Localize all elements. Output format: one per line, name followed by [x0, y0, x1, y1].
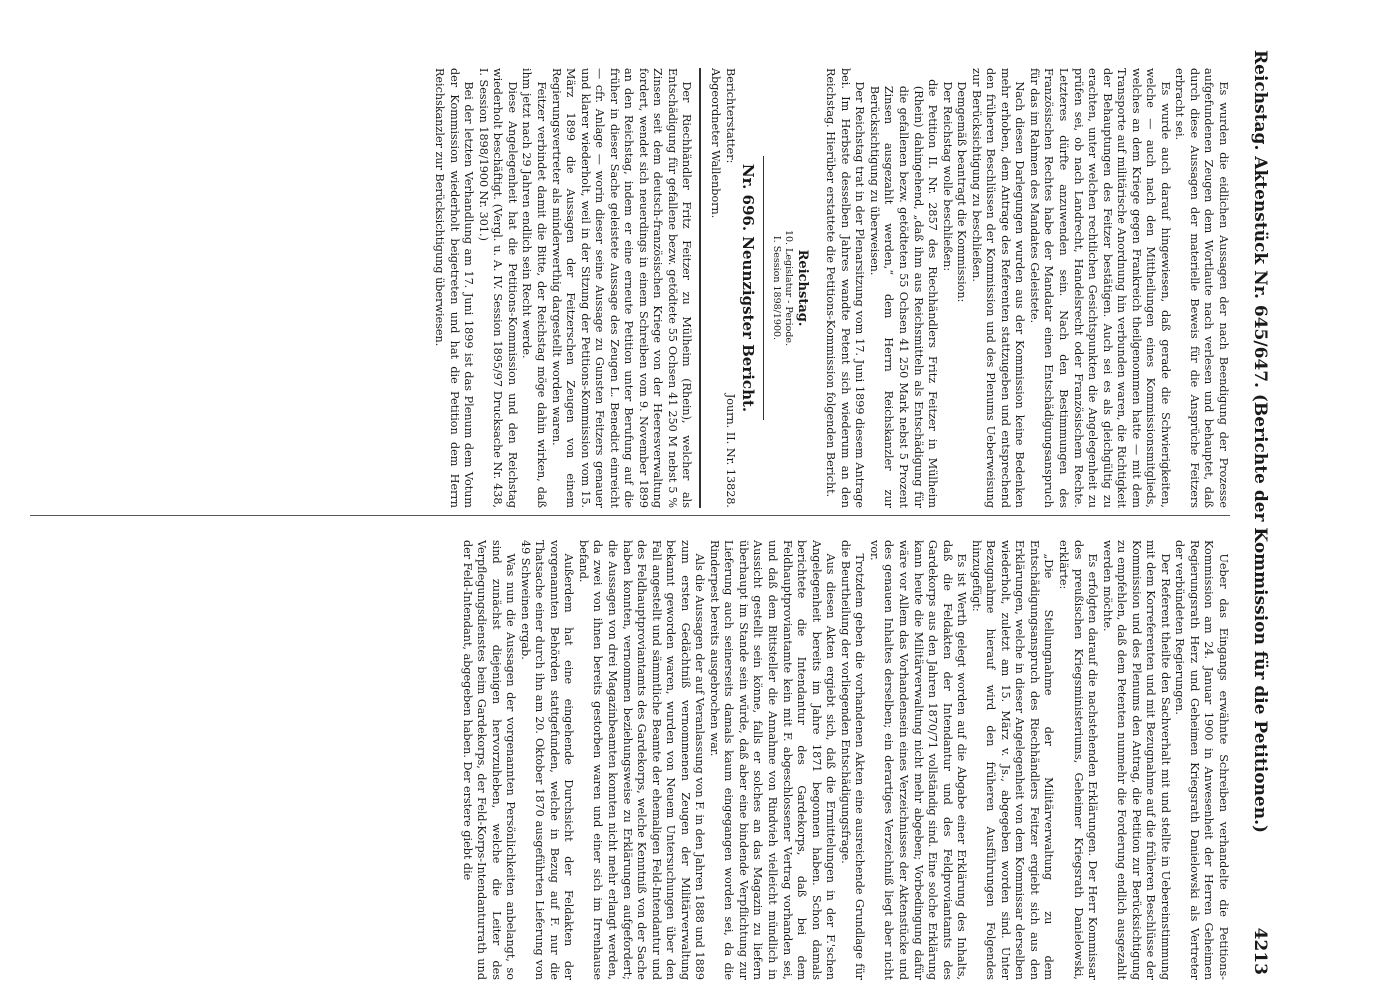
reporter-name: Abgeordneter Wallenborn.: [709, 68, 723, 219]
paragraph: Außerdem hat eine eingehende Durchsicht der Feldakten der vorgenannten Behörden stattgefunden, welche in Bezug auf F. nur die Thatsache einer durch ihn am 20. Oktober 1870 ausgeführten Lieferung von 49 Schweinen ergab.: [518, 540, 576, 980]
paragraph: Es wurden die eidlichen Aussagen der nach Beendigung der Prozesse aufgefundenen Zeugen dem Wortlaute nach verlesen und behauptet, daß durch diese Aussagen der materielle Beweis für die Ansprüche Feitzers erbracht sei.: [1173, 68, 1230, 508]
page-number: 4213: [1250, 927, 1270, 975]
reichstag-heading: Reichstag.: [794, 249, 810, 327]
paragraph: Der Reichstag trat in der Plenarsitzung vom 17. Juni 1899 diesem Antrage bei. Im Herbste desselben Jahres wandte Petent sich wiederum an den Reichstag. Hierüber erstattete die Petitions-Kommission folgenden Bericht.: [824, 68, 867, 508]
left-column: [20, 68, 1230, 508]
paragraph: Feitzer verbindet damit die Bitte, der Reichstag möge dahin wirken, daß ihm jetzt nach 29 Jahren endlich sein Recht werde.: [520, 68, 549, 508]
paragraph: Was nun die Aussagen der vorgenannten Persönlichkeiten anbelangt, so sind zunächst diejenigen hervorzuheben, welche die Leiter des Verpflegungsdienstes beim Gardekorps, der Feld-Korps-Intendanturrath und der Feld-Intendant, abgegeben haben. Der erstere giebt die: [460, 540, 518, 980]
paragraph: Nach diesen Darlegungen wurden aus der Kommission keine Bedenken mehr erhoben, dem Antrage des Referenten stattzugeben und entsprechend den früheren Beschlüssen der Kommission und des Plenums Ueberweisung zur Berücksichtigung zu beschließen.: [969, 68, 1027, 508]
paragraph: „Die Stellungnahme der Militärverwaltung zu dem Entschädigungsanspruch des Riechhändlers Feitzer ergiebt sich aus den Erklärungen, welche in dieser Angelegenheit von dem Kommissar derselben wiederholt, zuletzt am 15. März v. Js., abgegeben worden sind. Unter Bezugnahme hierauf wird den früheren Ausführungen Folgendes hinzugefügt:: [969, 540, 1056, 980]
column-separator: [30, 515, 1230, 516]
paragraph: Der Riechhändler Fritz Feitzer zu Mülheim (Rhein), welcher als Entschädigung für gefallene bezw. getödtete 55 Ochsen 41 250 M nebst 5 % Zinsen seit dem deutsch-französischen Kriege von der Heeresverwaltung fordert, wendet sich neuerdings in einem Schreiben vom 9. November 1899 an den Reichstag, indem er eine erneute Petition unter Berufung auf die früher in dieser Sache geleistete Aussage des Zeugen L. Benedict einreicht — cfr. Anlage — worin dieser seine Aussage zu Gunsten Feitzers genauer und klarer wiederholt, weil in der Sitzung der Petitions-Kommission vom 15. März 1899 die Aussagen der Feitzerschen Zeugen von einem Regierungsvertreter als minderwerthig dargestellt worden waren.: [549, 68, 694, 508]
paragraph: Als die Aussagen der auf Veranlassung von F. in den Jahren 1888 und 1889 zum ersten Gedächtniß vernommenen Zeugen der Militärverwaltung bekannt geworden waren, wurden von Neuem Untersuchungen über den Fall angestellt und sämmtliche Beamte der ehemaligen Feld-Intendantur und des Feldhauptproviantamts des Gardekorps, welche Kenntniß von der Sache haben konnten, vernommen beziehungsweise zu Erklärungen aufgefordert; die Aussagen von drei Magazinbeamten konnten nicht mehr erlangt werden, da zwei von ihnen bereits gestorben waren und einer sich im Irrenhause befand.: [576, 540, 707, 980]
divider: [700, 68, 702, 508]
paragraph: Ueber das Eingangs erwähnte Schreiben verhandelte die Petitions-Kommission am 24. Januar 1900 in Anwesenheit der Herren Geheimen Regierungsrath Herz und Geheimen Kriegsrath Danielowski als Vertreter der verbündeten Regierungen.: [1173, 540, 1230, 980]
page-header: [1242, 50, 1270, 975]
header-title: Reichstag. Aktenstück Nr. 645/647. (Berichte der Kommission für die Petitionen.): [1250, 50, 1270, 834]
journal-number: Journ. II. Nr. 13828.: [723, 393, 737, 508]
paragraph: Der Referent theilte den Sachverhalt mit und stellte in Uebereinstimmung mit dem Korreferenten und mit Bezugnahme auf die früheren Beschlüsse der Kommission und des Plenums den Antrag, die Petition zur Berücksichtigung zu empfehlen, daß dem Petenten nunmehr die Forderung endlich ausgezahlt werden möchte.: [1100, 540, 1172, 980]
reporter-label: Berichterstatter:: [723, 68, 737, 164]
paragraph: Es wurde auch darauf hingewiesen, daß gerade die Schwierigkeiten, welche — auch nach den Mittheilungen eines Kommissionsmitglieds, welches an dem Kriege gegen Frankreich theilgenommen hatte — mit dem Transporte auf militärische Anordnung hin verbunden waren, die Richtigkeit der Behauptungen des Feitzer bestätigen. Auch sei es als gleichgültig zu erachten, unter welchen rechtlichen Gesichtspunkten die Angelegenheit zu prüfen sei, ob nach Landrecht, Handelsrecht oder Französischem Rechte. Letzteres dürfte anzuwenden sein. Nach den Bestimmungen des Französischen Rechtes habe der Mandatar einen Entschädigungsanspruch für das im Rahmen des Mandates Geleistete.: [1027, 68, 1172, 508]
legislature-period: 10. Legislatur - Periode.: [783, 229, 795, 347]
paragraph: Es ist Werth gelegt worden auf die Abgabe einer Erklärung des Inhalts, daß die Feldakten der Intendantur und des Feldproviantamts des Gardekorps aus den Jahren 1870/71 vollständig sind. Eine solche Erklärung kann heute die Militärverwaltung nicht mehr abgeben; Vorbedingung dafür wäre vor Allem das Vorhandensein eines Verzeichnisses der Aktenstücke und des genauen Inhaltes derselben; ein derartiges Verzeichniß liegt aber nicht vor.: [867, 540, 969, 980]
paragraph: Diese Angelegenheit hat die Petitions-Kommission und den Reichstag wiederholt beschäftigt. (Vergl. u. A. IV. Session 1895/97 Drucksache Nr. 438, I. Session 1898/1900 Nr. 301.): [476, 68, 519, 508]
paragraph: die Petition II. Nr. 2857 des Riechhändlers Fritz Feitzer in Mülheim (Rhein) dahingehend, „daß ihm aus Reichsmitteln als Entschädigung für die gefallenen bezw. getödteten 55 Ochsen 41 250 Mark nebst 5 Prozent Zinsen ausgezahlt werden,“ dem Herrn Reichskanzler zur Berücksichtigung zu überweisen.: [867, 79, 940, 508]
divider: [763, 156, 764, 420]
paragraph: Bei der letzten Verhandlung am 17. Juni 1899 ist das Plenum dem Votum der Kommission wiederholt beigetreten und hat die Petition dem Herrn Reichskanzler zur Berücksichtigung überwiesen.: [433, 68, 476, 508]
session-label: I. Session 1898/1900.: [771, 235, 783, 341]
paragraph: Trotzdem geben die vorhandenen Akten eine ausreichende Grundlage für die Beurtheilung der vorliegenden Entschädigungsfrage.: [838, 540, 867, 980]
paragraph: Der Reichstag wolle beschließen:: [940, 81, 954, 272]
report-title: Nr. 696. Neunzigster Bericht.: [739, 163, 758, 413]
paragraph: Aus diesen Akten ergiebt sich, daß die Ermittelungen in der F.'schen Angelegenheit bereits im Jahre 1871 begonnen haben. Schon damals berichtete die Intendantur des Gardekorps, daß bei dem Feldhauptproviantamte kein mit F. abgeschlossener Vertrag vorhanden sei, und daß dem Bittsteller die Annahme von Rindvieh vielleicht mündlich in Aussicht gestellt sein könne, falls er solches an das Magazin zu liefern überhaupt im Stande sein würde, daß aber eine bindende Verpflichtung zur Lieferung auch seinerseits damals kaum eingegangen worden sei, da die Rinderpest bereits ausgebrochen war.: [707, 540, 838, 980]
right-column: [20, 540, 1230, 980]
paragraph: Es erfolgten darauf die nachstehenden Erklärungen. Der Herr Kommissar des preußischen Kriegsministeriums, Geheimer Kriegsrath Danielowski, erklärte:: [1056, 540, 1100, 980]
paragraph: Demgemäß beantragt die Kommission:: [955, 81, 969, 303]
report-meta: [722, 68, 737, 508]
